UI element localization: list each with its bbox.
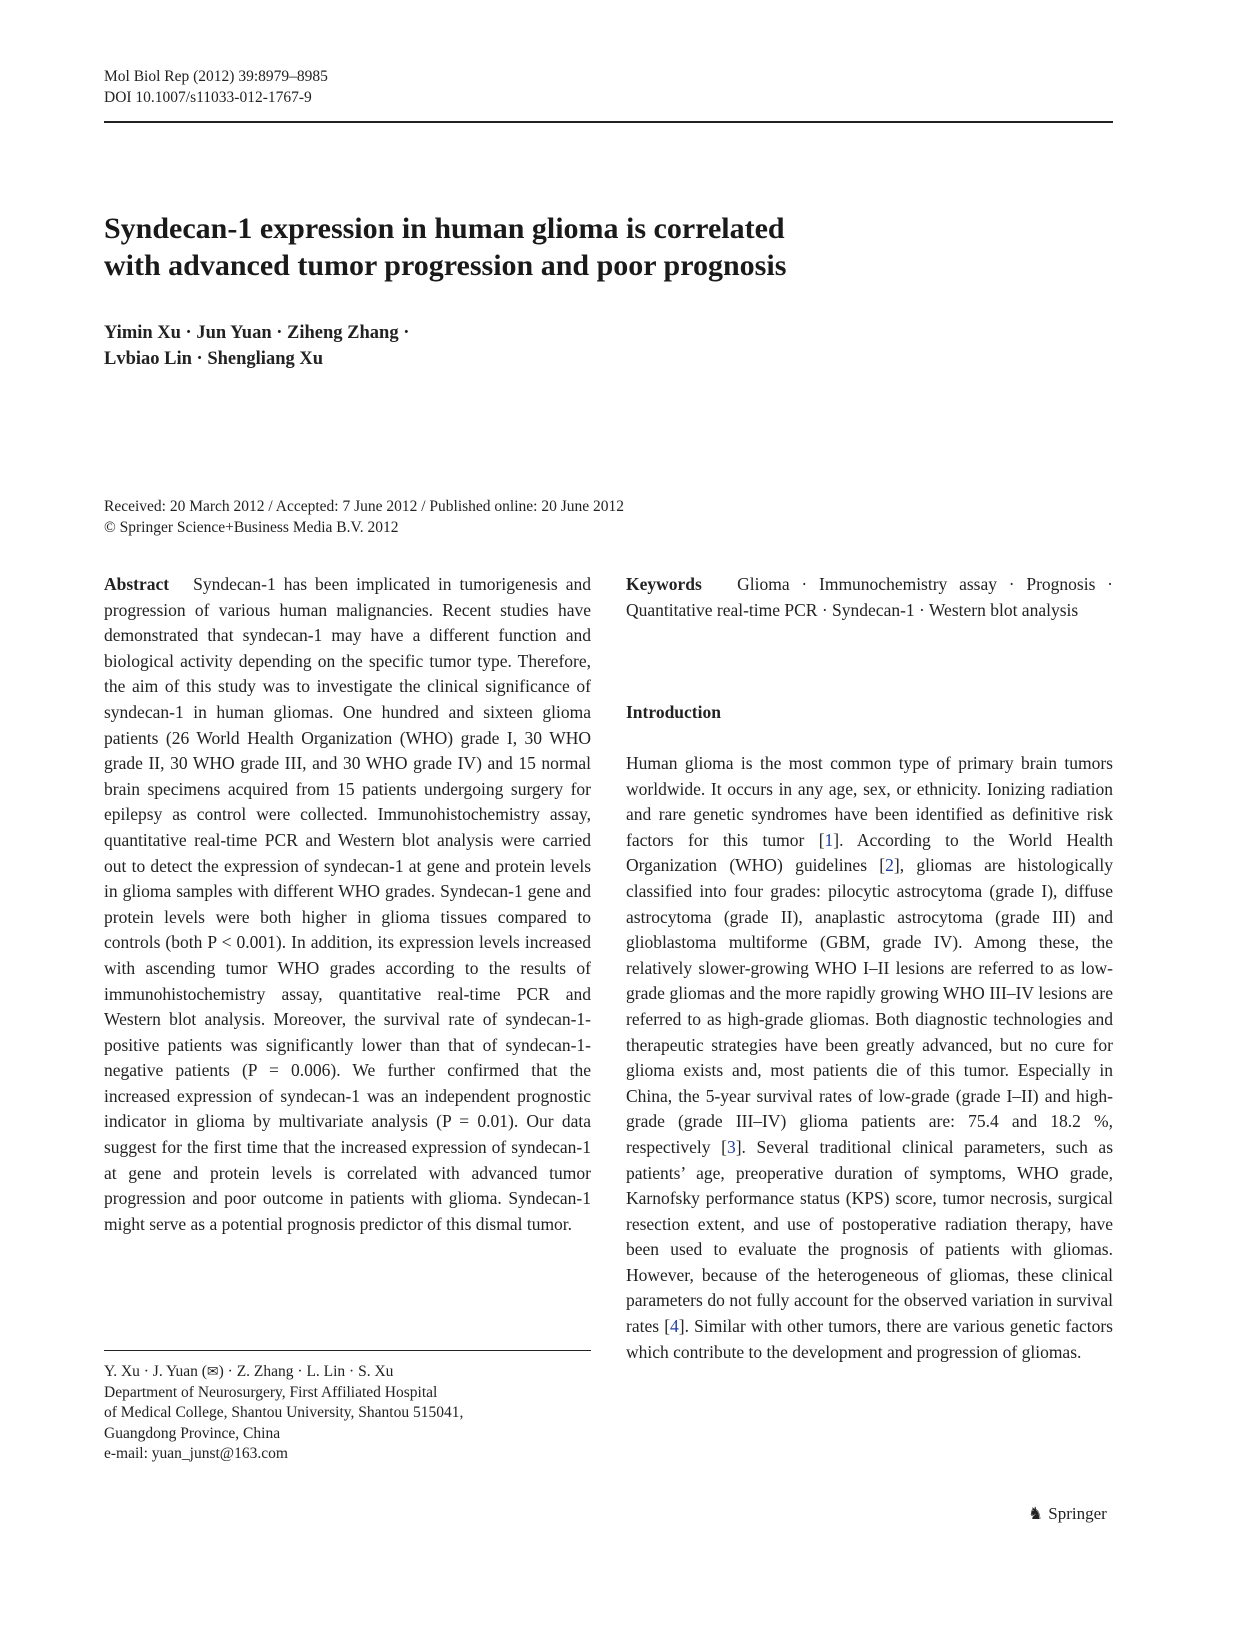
affiliation-authors <box>104 1362 463 1383</box>
intro-text-5: ]. Similar with other tumors, there are various genetic factors which contribute to the development and progression of gliomas. <box>626 1316 1113 1362</box>
author-affiliation <box>104 1362 463 1465</box>
keywords-label: Keywords <box>626 574 702 594</box>
authors-line-2: Lvbiao Lin · Shengliang Xu <box>104 349 324 369</box>
title-line-1: Syndecan-1 expression in human glioma is correlated <box>104 212 785 245</box>
authors-line-1: Yimin Xu · Jun Yuan · Ziheng Zhang · <box>104 323 410 343</box>
author-list <box>104 320 409 372</box>
citation-link-2[interactable]: 2 <box>885 855 894 876</box>
affiliation-province: Guangdong Province, China <box>104 1424 281 1442</box>
abstract-text: Syndecan-1 has been implicated in tumorigenesis and progression of various human malignancies. Recent studies have demonstrated that syndecan-1 may have a different function and biological activity depending on the specific tumor type. Therefore, the aim of this study was to investigate the clinical significance of syndecan-1 in human gliomas. One hundred and sixteen glioma patients (26 World Health Organization (WHO) grade I, 30 WHO grade II, 30 WHO grade III, and 30 WHO grade IV) and 15 normal brain specimens acquired from 15 patients undergoing surgery for epilepsy as control were collected. Immunohistochemistry assay, quantitative real-time PCR and Western blot analysis were carried out to detect the expression of syndecan-1 at gene and protein levels in glioma samples with different WHO grades. Syndecan-1 gene and protein levels were both higher in glioma tissues compared to controls (both P < 0.001). In addition, its expression levels increased with ascending tumor WHO grades according to the results of immunohistochemistry assay, quantitative real-time PCR and Western blot analysis. Moreover, the survival rate of syndecan-1-positive patients was significantly lower than that of syndecan-1-negative patients (P = 0.006). We further confirmed that the increased expression of syndecan-1 was an independent prognostic indicator in glioma by multivariate analysis (P = 0.01). Our data suggest for the first time that the increased expression of syndecan-1 at gene and protein levels is correlated with advanced tumor progression and poor outcome in patients with glioma. Syndecan-1 might serve as a potential prognosis predictor of this dismal tumor. <box>104 574 592 1234</box>
article-dates <box>104 496 624 538</box>
affiliation-institution: of Medical College, Shantou University, Shantou 515041, <box>104 1404 464 1421</box>
springer-horse-icon: ♞ <box>1028 1504 1044 1524</box>
keywords-text: Glioma · Immunochemistry assay · Prognosis · Quantitative real-time PCR · Syndecan-1 · Western blot analysis <box>626 574 1113 620</box>
abstract-label: Abstract <box>104 574 170 594</box>
footnote-divider <box>104 1350 591 1351</box>
intro-text-1: Human glioma is the most common type of primary brain tumors worldwide. It occurs in any age, sex, or ethnicity. Ionizing radiation and rare genetic syndromes have been identified as definitive risk factors for this tumor [ <box>626 753 1113 850</box>
publisher-logo <box>1028 1504 1107 1524</box>
intro-text-2: ]. According to the World Health Organization (WHO) guidelines [ <box>626 829 1113 876</box>
keywords <box>626 572 1113 623</box>
publisher-name: Springer <box>1048 1504 1107 1523</box>
envelope-icon: ✉ <box>206 1364 219 1380</box>
citation-link-1[interactable]: 1 <box>824 829 834 850</box>
copyright-line: © Springer Science+Business Media B.V. 2012 <box>104 519 399 536</box>
header-divider <box>104 121 1113 123</box>
journal-doi: DOI 10.1007/s11033-012-1767-9 <box>104 89 312 106</box>
journal-citation: Mol Biol Rep (2012) 39:8979–8985 <box>104 68 328 85</box>
affiliation-department: Department of Neurosurgery, First Affiliated Hospital <box>104 1383 438 1401</box>
affiliation-email[interactable]: e-mail: yuan_junst@163.com <box>104 1445 288 1462</box>
citation-link-3[interactable]: 3 <box>726 1136 736 1157</box>
intro-text-3: ], gliomas are histologically classified into four grades: pilocytic astrocytoma (grade I), diffuse astrocytoma (grade II), anaplastic astrocytoma (grade III) and glioblastoma multiforme (GBM, grade IV). Among these, the relatively slower-growing WHO I–II lesions are referred to as low-grade gliomas and the more rapidly growing WHO III–IV lesions are referred to as high-grade gliomas. Both diagnostic technologies and therapeutic strategies have been greatly advanced, but no cure for glioma exists and, most patients die of this tumor. Especially in China, the 5-year survival rates of low-grade (grade I–II) and high-grade (grade III–IV) glioma patients are: 75.4 and 18.2 %, respectively [ <box>626 855 1113 1157</box>
abstract <box>104 572 591 1237</box>
citation-link-4[interactable]: 4 <box>670 1316 679 1337</box>
intro-text-4: ]. Several traditional clinical parameters, such as patients’ age, preoperative duration of symptoms, WHO grade, Karnofsky performance status (KPS) score, tumor necrosis, surgical resection extent, and use of postoperative radiation therapy, have been used to evaluate the prognosis of patients with gliomas. However, because of the heterogeneous of gliomas, these clinical parameters do not fully account for the observed variation in survival rates [ <box>626 1136 1114 1337</box>
introduction-heading: Introduction <box>626 702 721 722</box>
received-dates: Received: 20 March 2012 / Accepted: 7 June 2012 / Published online: 20 June 2012 <box>104 498 625 515</box>
journal-header <box>104 66 328 108</box>
title-line-2: with advanced tumor progression and poor prognosis <box>104 249 787 282</box>
affiliation-authors-post: ) · Z. Zhang · L. Lin · S. Xu <box>218 1363 394 1380</box>
introduction-paragraph <box>626 751 1113 1365</box>
affiliation-authors-pre: Y. Xu · J. Yuan ( <box>104 1363 207 1380</box>
article-title <box>104 210 1004 284</box>
